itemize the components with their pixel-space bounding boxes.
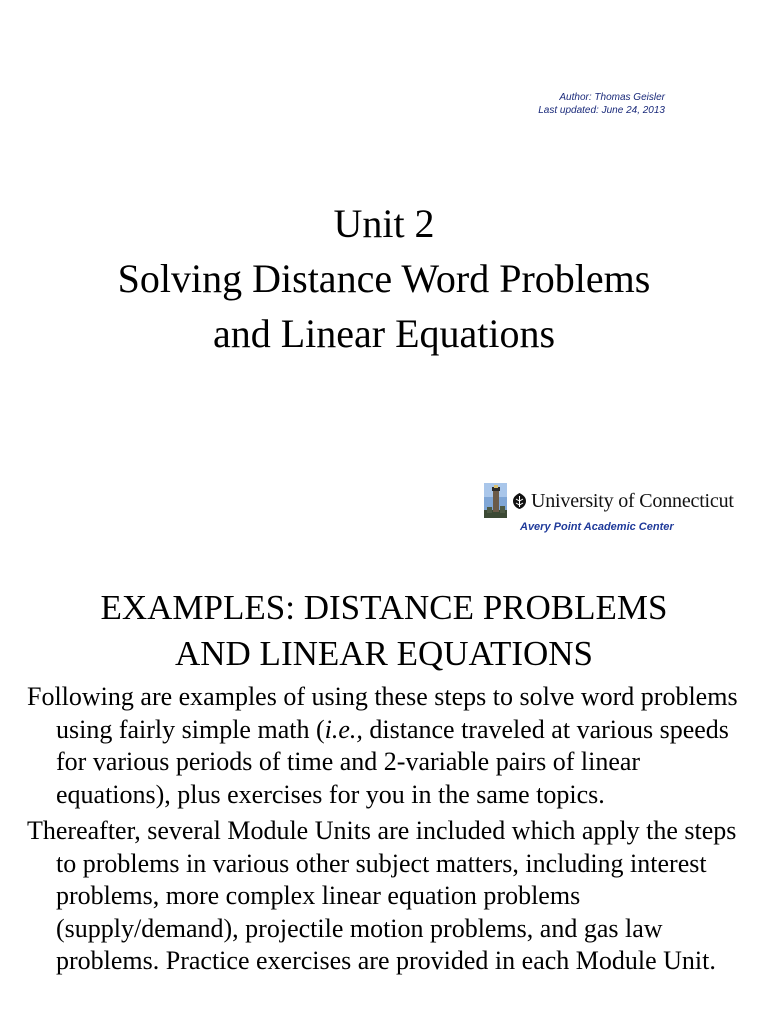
section-heading — [0, 585, 768, 677]
oak-leaf-seal-icon — [511, 492, 528, 510]
lighthouse-photo-icon — [484, 483, 507, 518]
title-unit: Unit 2 — [333, 201, 435, 246]
paragraph-examples-start: Following are examples of using these steps to solve word problems using fairly simple math ( — [27, 682, 738, 744]
last-updated: Last updated: June 24, 2013 — [538, 105, 665, 116]
section-heading-line1: EXAMPLES: DISTANCE PROBLEMS — [100, 588, 668, 627]
page-title — [0, 196, 768, 361]
paragraph-examples-end: distance traveled at various speeds for various periods of time and 2-variable pairs of linear equations), plus exercises for you in the same topics. — [56, 714, 729, 809]
author-name: Author: Thomas Geisler — [559, 92, 665, 103]
author-info — [538, 91, 665, 117]
section-heading-line2: AND LINEAR EQUATIONS — [174, 634, 594, 673]
paragraph-examples — [27, 681, 739, 811]
academic-center-name: Avery Point Academic Center — [520, 521, 674, 533]
body-text — [27, 681, 739, 982]
title-subject: Solving Distance Word Problems — [117, 256, 651, 301]
title-subject-cont: and Linear Equations — [212, 311, 556, 356]
university-name: University of Connecticut — [531, 490, 734, 512]
university-logo — [484, 483, 744, 533]
paragraph-examples-italic: i.e., — [324, 714, 363, 744]
paragraph-modules: Thereafter, several Module Units are included which apply the steps to problems in various other subject matters, including interest problems, more complex linear equation problems (supply/demand), projectile motion problems, and gas law problems. Practice exercises are provided in each Module Unit. — [27, 816, 737, 975]
